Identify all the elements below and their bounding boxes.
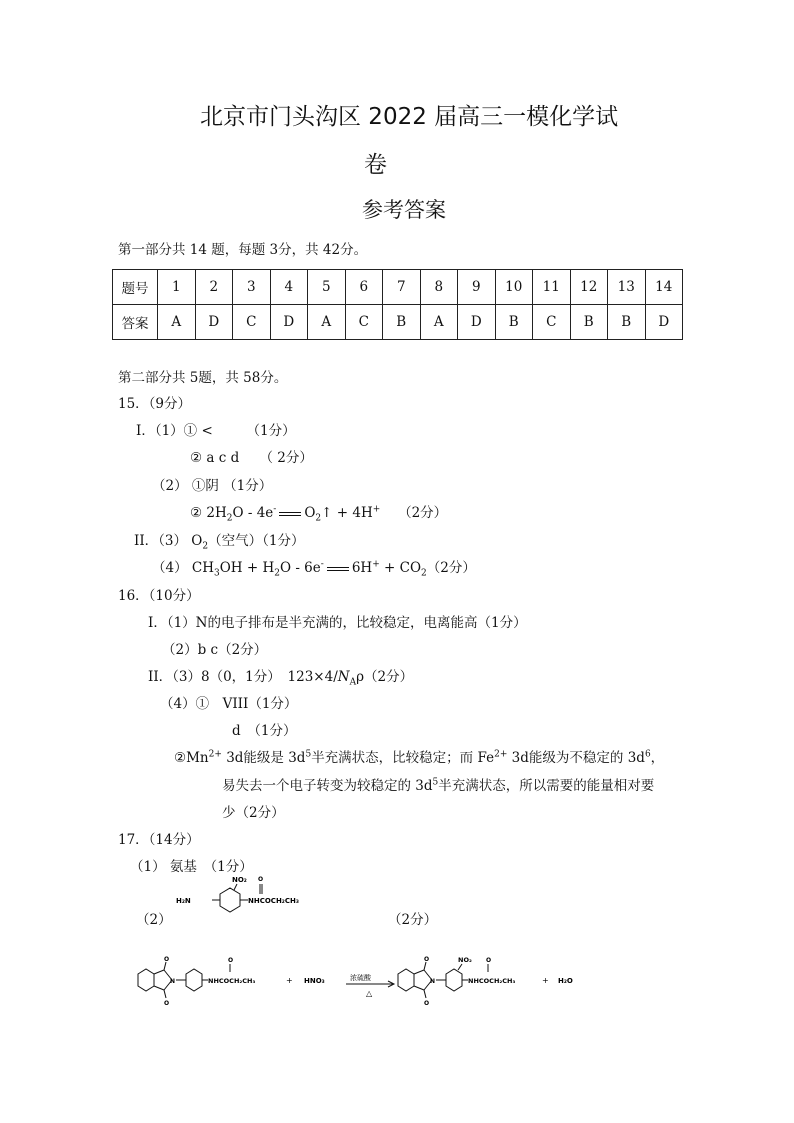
q15-equation-anode: ② $2H_2O - 4e^-$ $O_2↑ + 4H^+$ （2分） — [190, 504, 448, 524]
row-label-number: 题号 — [113, 270, 158, 305]
carbonyl-o-label: O — [164, 1000, 170, 1007]
table-cell: B — [608, 305, 646, 340]
row-label-answer: 答案 — [113, 305, 158, 340]
table-cell: B — [495, 305, 533, 340]
q17-line: （1） 氨基 （1分） — [130, 859, 253, 875]
table-row — [113, 305, 683, 340]
nitric-acid-label: HNO₃ — [304, 977, 325, 985]
table-cell: 6 — [345, 270, 383, 305]
amide-chain-label: NHCOCH₂CH₃ — [248, 897, 299, 905]
table-cell: 12 — [570, 270, 608, 305]
phthalimide-ring — [398, 969, 414, 991]
amino-label: H₂N — [176, 897, 191, 905]
table-cell: 3 — [233, 270, 271, 305]
equals-bar — [279, 512, 301, 516]
heat-label: △ — [366, 989, 373, 998]
table-cell: 14 — [645, 270, 683, 305]
table-cell: A — [308, 305, 346, 340]
amide-chain-label: NHCOCH₂CH₃ — [208, 977, 256, 985]
reaction-nitration — [132, 952, 592, 1016]
table-cell: D — [458, 305, 496, 340]
table-cell: C — [533, 305, 571, 340]
table-cell: 7 — [383, 270, 421, 305]
water-label: H₂O — [558, 977, 573, 985]
table-cell: 9 — [458, 270, 496, 305]
carbonyl-o-label: O — [164, 956, 170, 963]
title-line-2: 卷 — [364, 152, 387, 178]
table-cell: 8 — [420, 270, 458, 305]
nitro-label: NO₂ — [232, 876, 247, 884]
table-cell: A — [420, 305, 458, 340]
q16-line: （2）b c（2分） — [162, 642, 268, 658]
phthalimide-ring — [138, 969, 154, 991]
q16-line: 易失去一个电子转变为较稳定的 $3d^5$半充满状态，所以需要的能量相对要 — [222, 777, 655, 794]
structure-nitroaniline — [170, 872, 330, 928]
equals-bar — [327, 567, 349, 571]
phenyl-ring — [446, 969, 462, 991]
benzene-ring — [220, 888, 240, 912]
q15-line: I．（1）① < （1分） — [136, 423, 296, 439]
imide-n-label: N — [430, 978, 436, 985]
part1-intro: 第一部分共 14 题，每题 3分，共 42分。 — [118, 242, 368, 258]
phenyl-ring — [186, 969, 202, 991]
q15-line: ② a c d （ 2分） — [190, 450, 313, 466]
answer-table — [112, 269, 683, 340]
title-line-1: 北京市门头沟区 2022 届高三一模化学试 — [200, 104, 619, 130]
imide-n-label: N — [170, 978, 176, 985]
table-cell: A — [158, 305, 196, 340]
q17-part2-label: （2） — [136, 912, 172, 928]
q17-heading: 17．（14分） — [118, 832, 200, 848]
q16-line: （4）① VIII（1分） — [160, 696, 298, 712]
table-cell: B — [570, 305, 608, 340]
table-cell: 1 — [158, 270, 196, 305]
q16-heading: 16．（10分） — [118, 588, 200, 604]
part2-intro: 第二部分共 5题，共 58分。 — [118, 370, 288, 386]
q16-line: d （1分） — [232, 723, 297, 739]
q16-line: I．（1）N的电子排布是半充满的，比较稳定，电离能高（1分） — [148, 615, 527, 631]
catalyst-label: 浓硫酸 — [350, 974, 371, 982]
carbonyl-o-label: O — [258, 876, 264, 883]
q15-line: （2） ①阴 （1分） — [152, 478, 273, 494]
table-cell: B — [383, 305, 421, 340]
table-cell: 4 — [270, 270, 308, 305]
table-cell: D — [270, 305, 308, 340]
q15-heading: 15．（9分） — [118, 396, 192, 412]
table-cell: C — [345, 305, 383, 340]
plus-sign: + — [542, 976, 549, 985]
carbonyl-o-label: O — [486, 957, 492, 964]
table-row — [113, 270, 683, 305]
table-cell: 10 — [495, 270, 533, 305]
carbonyl-o-label: O — [424, 956, 430, 963]
q15-line: II．（3） $O_2$（空气）（1分） — [134, 533, 305, 552]
q16-line: II．（3）8（0，1分） $123\times 4/N_A\rho(2$分） — [148, 669, 414, 688]
carbonyl-o-label: O — [228, 957, 234, 964]
carbonyl-o-label: O — [424, 1000, 430, 1007]
table-cell: D — [645, 305, 683, 340]
table-cell: D — [195, 305, 233, 340]
q15-equation-methanol: （4） $CH_3OH + H_2O - 6e^-$ $6H^+ + CO_2(2$分） — [152, 559, 476, 579]
subtitle: 参考答案 — [362, 198, 446, 222]
table-cell: 5 — [308, 270, 346, 305]
q17-part2-score: （2分） — [388, 912, 438, 928]
table-cell: 13 — [608, 270, 646, 305]
nitro-label: NO₂ — [458, 956, 472, 964]
plus-sign: + — [286, 976, 293, 985]
table-cell: 2 — [195, 270, 233, 305]
table-cell: C — [233, 305, 271, 340]
q16-line: 少（2分） — [222, 805, 285, 821]
q16-line: $②Mn^{2+}$ 3d能级是 $3d^5$半充满状态，比较稳定；而 $Fe^{2+}$ 3d能级为不稳定的 $3d^6$， — [174, 749, 665, 766]
amide-chain-label: NHCOCH₂CH₃ — [468, 977, 516, 985]
table-cell: 11 — [533, 270, 571, 305]
